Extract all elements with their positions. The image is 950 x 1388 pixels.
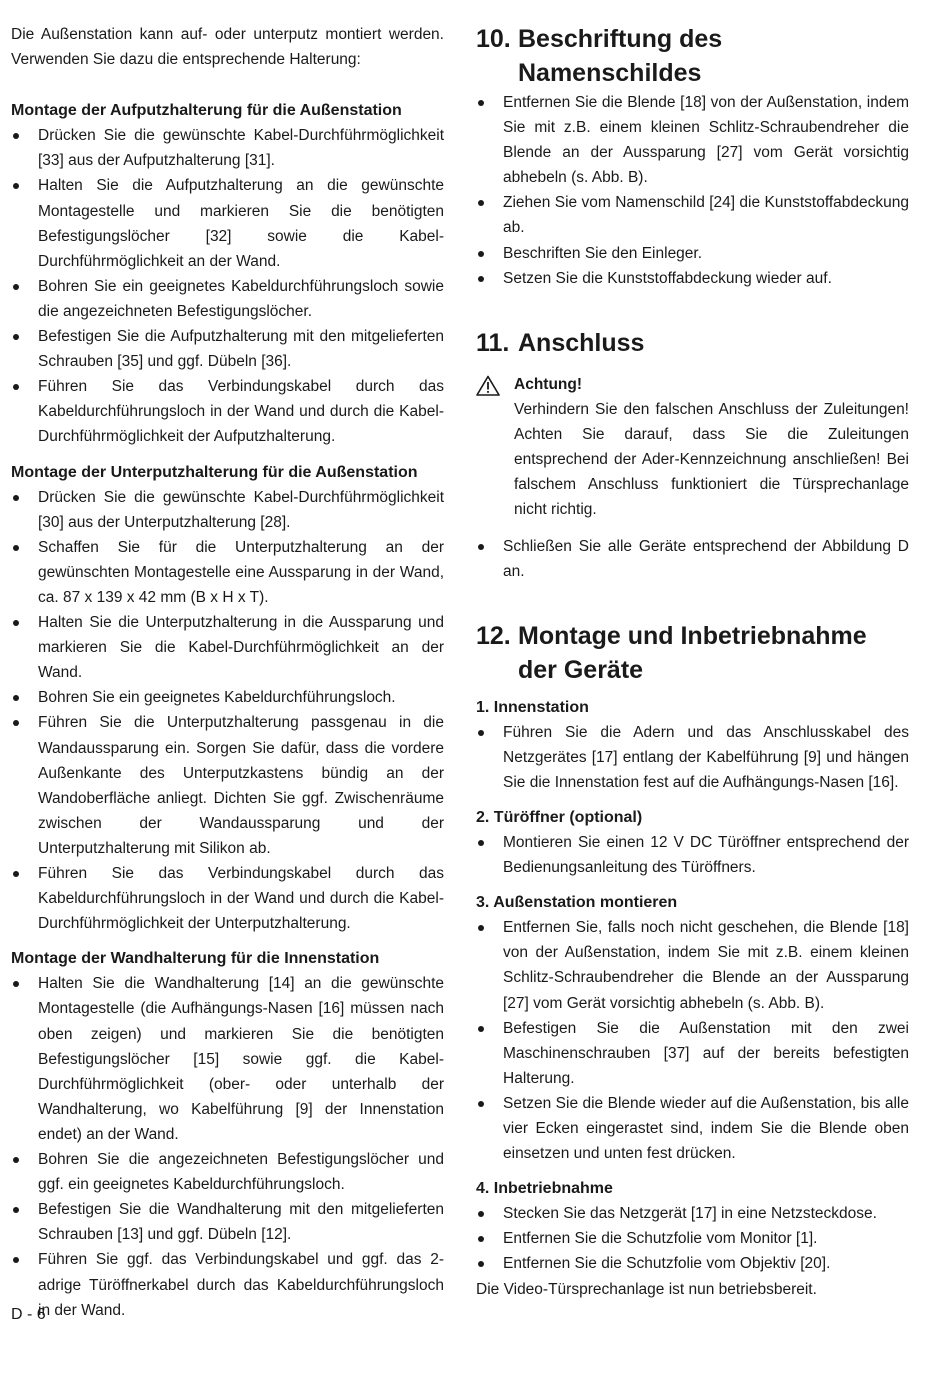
subsection-tueroeffner-list (476, 830, 909, 880)
list-item: Bohren Sie ein geeignetes Kabeldurchführungsloch. (11, 685, 444, 710)
right-column (476, 22, 909, 1302)
list-item: Halten Sie die Unterputzhalterung in die Aussparung und markieren Sie die Kabel-Durchführmöglichkeit an der Wand. (11, 610, 444, 685)
section-10-number: 10. (476, 25, 511, 53)
section-wandhalterung-list (11, 971, 444, 1322)
section-10-heading (476, 22, 909, 90)
subsection-inbetriebnahme-title: 4. Inbetriebnahme (476, 1180, 613, 1198)
warning-triangle-icon (476, 375, 500, 396)
section-10-title: Beschriftung des Namenschildes (518, 25, 723, 87)
section-11-title: Anschluss (518, 328, 645, 357)
list-item: Entfernen Sie, falls noch nicht geschehen, die Blende [18] von der Außenstation, indem Sie mit z.B. einem kleinen Schlitz-Schraubendreher die Blende an der Aussparung [27] vom Gerät vorsichtig abhebeln (s. Abb. B). (476, 915, 909, 1015)
list-item: Befestigen Sie die Aufputzhalterung mit den mitgelieferten Schrauben [35] und ggf. Dübeln [36]. (11, 324, 444, 374)
list-item: Führen Sie das Verbindungskabel durch das Kabeldurchführungsloch in der Wand und durch die Kabel-Durchführmöglichkeit der Aufputzhalterung. (11, 374, 444, 449)
list-item: Entfernen Sie die Schutzfolie vom Monitor [1]. (476, 1226, 909, 1251)
list-item: Befestigen Sie die Wandhalterung mit den mitgelieferten Schrauben [13] und ggf. Dübeln [12]. (11, 1197, 444, 1247)
page-number: D - 6 (11, 1306, 46, 1323)
section-wandhalterung (11, 946, 444, 1322)
list-item: Führen Sie die Unterputzhalterung passgenau in die Wandaussparung ein. Sorgen Sie dafür, dass die vordere Außenkante des Unterputzkastens bündig an der Wandoberfläche anliegt. Dichten Sie ggf. Zwischenräume zwischen der Wandaussparung und der Unterputzhalterung mit Silikon ab. (11, 710, 444, 861)
list-item: Stecken Sie das Netzgerät [17] in eine Netzsteckdose. (476, 1201, 909, 1226)
section-12-heading (476, 619, 909, 687)
subsection-inbetriebnahme-list (476, 1201, 909, 1276)
intro-paragraph: Die Außenstation kann auf- oder unterputz montiert werden. Verwenden Sie dazu die entsprechende Halterung: (11, 26, 444, 69)
section-unterputz (11, 460, 444, 937)
section-aufputz (11, 98, 444, 449)
section-11-number: 11. (476, 328, 510, 357)
subsection-inbetriebnahme (476, 1176, 909, 1301)
closing-sentence: Die Video-Türsprechanlage ist nun betriebsbereit. (476, 1280, 817, 1298)
subsection-aussenstation (476, 890, 909, 1166)
section-10 (476, 22, 909, 291)
subsection-tueroeffner-title: 2. Türöffner (optional) (476, 808, 643, 826)
subsection-tueroeffner (476, 805, 909, 880)
section-12 (476, 619, 909, 1302)
list-item: Befestigen Sie die Außenstation mit den zwei Maschinenschrauben [37] auf der bereits befestigten Halterung. (476, 1016, 909, 1091)
list-item: Halten Sie die Wandhalterung [14] an die gewünschte Montagestelle (die Aufhängungs-Nasen [16] müssen nach oben zeigen) und markieren Sie die benötigten Befestigungslöcher [15] sowie ggf. die Kabel-Durchführmöglichkeit (ober- oder unterhalb der Wandhalterung, wo Kabelführung [9] der Innenstation endet) an der Wand. (11, 971, 444, 1147)
section-aufputz-title: Montage der Aufputzhalterung für die Außenstation (11, 102, 402, 120)
list-item: Bohren Sie die angezeichneten Befestigungslöcher und ggf. ein geeignetes Kabeldurchführungsloch. (11, 1147, 444, 1197)
section-12-number: 12. (476, 621, 511, 650)
list-item: Schließen Sie alle Geräte entsprechend der Abbildung D an. (476, 534, 909, 584)
section-aufputz-list (11, 123, 444, 449)
section-unterputz-list (11, 485, 444, 937)
list-item: Führen Sie ggf. das Verbindungskabel und ggf. das 2-adrige Türöffnerkabel durch das Kabeldurchführungsloch in der Wand. (11, 1247, 444, 1322)
warning-text: Verhindern Sie den falschen Anschluss der Zuleitungen! Achten Sie darauf, dass Sie die Zuleitungen entsprechend der Ader-Kennzeichnung anschließen! Bei falschem Anschluss funktioniert die Türsprechanlage nicht richtig. (514, 400, 909, 519)
section-10-list (476, 90, 909, 291)
list-item: Ziehen Sie vom Namenschild [24] die Kunststoffabdeckung ab. (476, 190, 909, 240)
list-item: Montieren Sie einen 12 V DC Türöffner entsprechend der Bedienungsanleitung des Türöffners. (476, 830, 909, 880)
list-item: Entfernen Sie die Schutzfolie vom Objektiv [20]. (476, 1251, 909, 1276)
subsection-innenstation-title: 1. Innenstation (476, 698, 589, 716)
list-item: Drücken Sie die gewünschte Kabel-Durchführmöglichkeit [33] aus der Aufputzhalterung [31]. (11, 123, 444, 173)
list-item: Schaffen Sie für die Unterputzhalterung an der gewünschten Montagestelle eine Aussparung in der Wand, ca. 87 x 139 x 42 mm (B x H x T). (11, 535, 444, 610)
section-wandhalterung-title: Montage der Wandhalterung für die Innenstation (11, 950, 380, 968)
list-item: Führen Sie die Adern und das Anschlusskabel des Netzgerätes [17] entlang der Kabelführung [9] und hängen Sie die Innenstation fest auf die Aufhängungs-Nasen [16]. (476, 720, 909, 795)
list-item: Setzen Sie die Kunststoffabdeckung wieder auf. (476, 266, 909, 291)
list-item: Entfernen Sie die Blende [18] von der Außenstation, indem Sie mit z.B. einem kleinen Schlitz-Schraubendreher die Blende an der Aussparung [27] vom Gerät vorsichtig abhebeln (s. Abb. B). (476, 90, 909, 190)
section-11 (476, 326, 909, 585)
left-column (11, 22, 444, 1323)
list-item: Bohren Sie ein geeignetes Kabeldurchführungsloch sowie die angezeichneten Befestigungslöcher. (11, 274, 444, 324)
list-item: Drücken Sie die gewünschte Kabel-Durchführmöglichkeit [30] aus der Unterputzhalterung [28]. (11, 485, 444, 535)
list-item: Führen Sie das Verbindungskabel durch das Kabeldurchführungsloch in der Wand und durch die Kabel-Durchführmöglichkeit der Unterputzhalterung. (11, 861, 444, 936)
section-11-heading (476, 326, 909, 360)
list-item: Halten Sie die Aufputzhalterung an die gewünschte Montagestelle und markieren Sie die benötigten Befestigungslöcher [32] sowie die Kabel-Durchführmöglichkeit an der Wand. (11, 173, 444, 273)
subsection-innenstation (476, 695, 909, 795)
section-11-list (476, 534, 909, 584)
warning-title: Achtung! (514, 375, 583, 393)
section-unterputz-title: Montage der Unterputzhalterung für die Außenstation (11, 463, 418, 481)
list-item: Beschriften Sie den Einleger. (476, 241, 909, 266)
section-12-title: Montage und Inbetriebnahme der Geräte (518, 621, 867, 684)
subsection-aussenstation-title: 3. Außenstation montieren (476, 894, 678, 912)
list-item: Setzen Sie die Blende wieder auf die Außenstation, bis alle vier Ecken eingerastet sind, indem Sie die Blende oben einsetzen und unten fest drücken. (476, 1091, 909, 1166)
subsection-aussenstation-list (476, 915, 909, 1166)
warning-box (476, 372, 909, 523)
subsection-innenstation-list (476, 720, 909, 795)
